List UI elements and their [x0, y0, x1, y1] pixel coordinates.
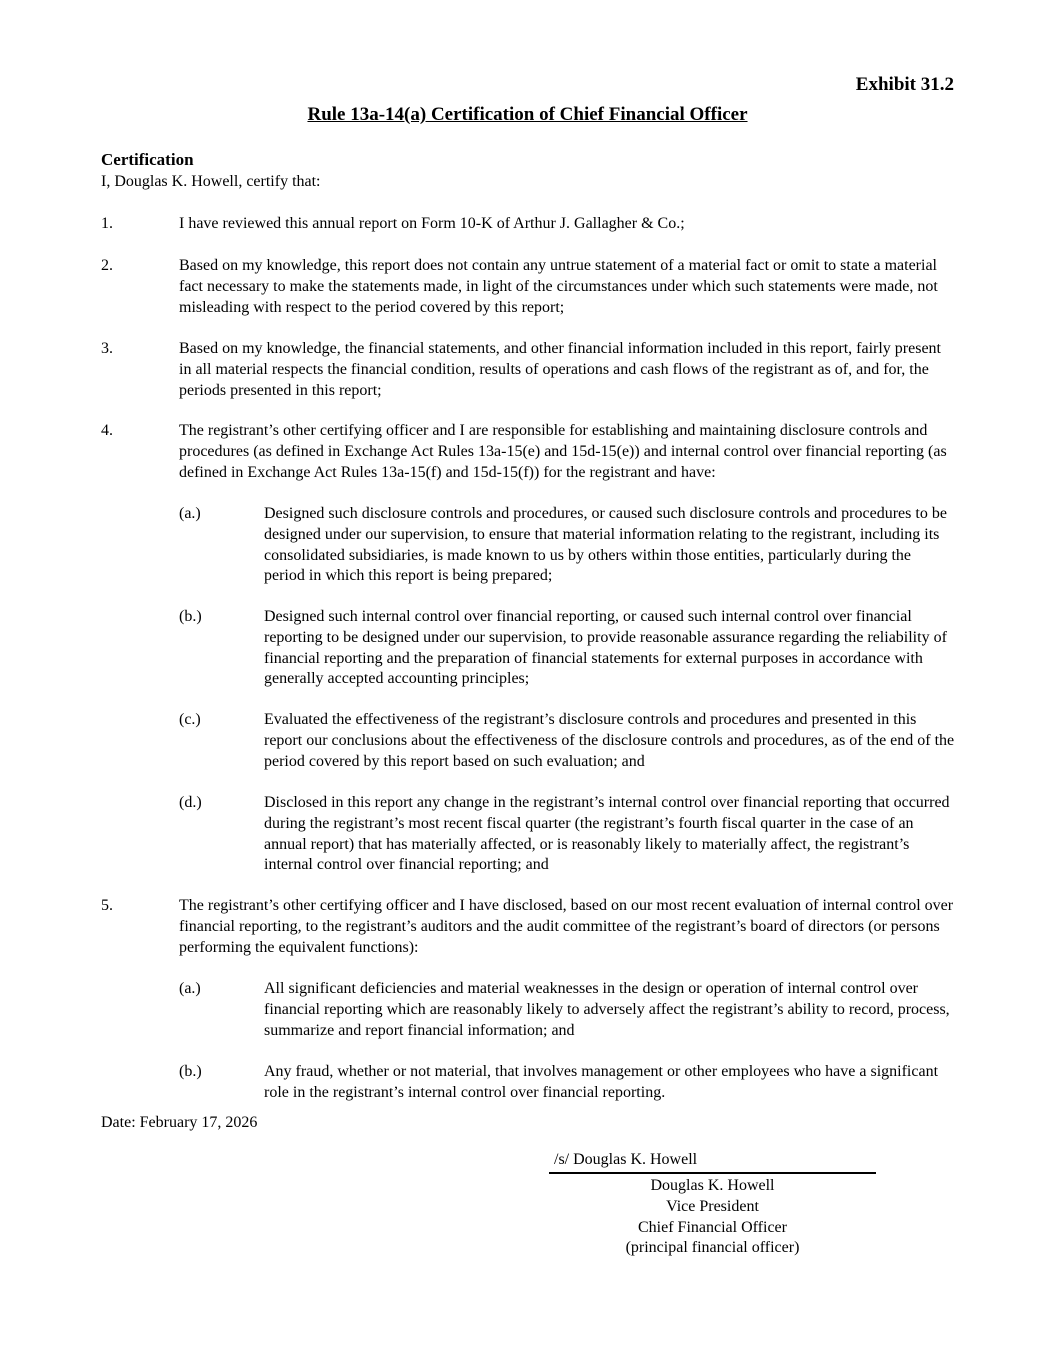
certification-item-1 [101, 214, 955, 235]
certification-subitem-4a [179, 504, 955, 587]
signatory-title-1: Vice President [666, 1197, 759, 1215]
subitem-letter: (b.) [179, 608, 202, 625]
item-text: Based on my knowledge, the financial statements, and other financial information included in this report, fairly present in all material respects the financial condition, results of operations and cash flows of the registrant as of, and for, the periods presented in this report; [179, 340, 941, 399]
subitem-letter: (c.) [179, 711, 201, 728]
subitem-text: Designed such internal control over financial reporting, or caused such internal control over financial reporting to be designed under our supervision, to provide reasonable assurance regarding the reliability of financial reporting and the preparation of financial statements for external purposes in accordance with generally accepted accounting principles; [264, 608, 947, 688]
certification-subitem-5a [179, 979, 955, 1041]
subitem-letter: (a.) [179, 505, 201, 522]
signatory-block [549, 1176, 876, 1259]
exhibit-label: Exhibit 31.2 [855, 74, 954, 95]
item-number: 4. [101, 422, 113, 439]
certification-item-5 [101, 896, 955, 958]
subitem-text: Disclosed in this report any change in the registrant’s internal control over financial reporting that occurred during the registrant’s most recent fiscal quarter (the registrant’s fourth fiscal quarter in the case of an annual report) that has materially affected, or is reasonably likely to materially affect, the registrant’s internal control over financial reporting; and [264, 794, 950, 874]
intro-statement: I, Douglas K. Howell, certify that: [101, 173, 321, 190]
item-text: Based on my knowledge, this report does not contain any untrue statement of a material fact or omit to state a material fact necessary to make the statements made, in light of the circumstances under which such statements were made, not misleading with respect to the period covered by this report; [179, 257, 938, 316]
item-number: 5. [101, 897, 113, 914]
certification-subitem-4b [179, 607, 955, 690]
signature-line [549, 1150, 876, 1174]
subitem-text: Any fraud, whether or not material, that involves management or other employees who have a significant role in the registrant’s internal control over financial reporting. [264, 1063, 939, 1101]
certification-subitem-5b [179, 1062, 955, 1104]
item-text: I have reviewed this annual report on Form 10-K of Arthur J. Gallagher & Co.; [179, 215, 685, 232]
signatory-name: Douglas K. Howell [650, 1177, 775, 1194]
subitem-text: All significant deficiencies and material weaknesses in the design or operation of internal control over financial reporting which are reasonably likely to adversely affect the registrant’s ability to record, process, summarize and report financial information; and [264, 980, 950, 1039]
subitem-text: Designed such disclosure controls and procedures, or caused such disclosure controls and procedures to be designed under our supervision, to ensure that material information relating to the registrant, including its consolidated subsidiaries, is made known to us by others within those entities, particularly during the period in which this report is being prepared; [264, 505, 947, 585]
certification-subitem-4d [179, 793, 955, 876]
item-number: 3. [101, 340, 113, 357]
certification-subitem-4c [179, 710, 955, 772]
signature-text: /s/ Douglas K. Howell [554, 1151, 698, 1168]
subitem-text: Evaluated the effectiveness of the registrant’s disclosure controls and procedures and presented in this report our conclusions about the effectiveness of the disclosure controls and procedures, as of the end of the period covered by this report based on such evaluation; and [264, 711, 955, 770]
signatory-title-3: (principal financial officer) [625, 1239, 800, 1257]
certification-item-2 [101, 256, 955, 318]
certification-item-4 [101, 421, 955, 483]
certification-item-3 [101, 339, 955, 401]
item-number: 1. [101, 215, 113, 232]
subitem-letter: (d.) [179, 794, 202, 811]
document-title: Rule 13a-14(a) Certification of Chief Financial Officer [307, 104, 748, 125]
item-number: 2. [101, 257, 113, 274]
item-text: The registrant’s other certifying officer and I are responsible for establishing and maintaining disclosure controls and procedures (as defined in Exchange Act Rules 13a-15(e) and 15d-15(e)) and internal control over financial reporting (as defined in Exchange Act Rules 13a-15(f) and 15d-15(f)) for the registrant and have: [179, 422, 947, 481]
subitem-letter: (b.) [179, 1063, 202, 1080]
section-heading: Certification [101, 150, 194, 169]
certification-date: Date: February 17, 2026 [101, 1114, 258, 1131]
item-text: The registrant’s other certifying officer and I have disclosed, based on our most recent evaluation of internal control over financial reporting, to the registrant’s auditors and the audit committee of the registrant’s board of directors (or persons performing the equivalent functions): [179, 897, 954, 956]
subitem-letter: (a.) [179, 980, 201, 997]
signatory-title-2: Chief Financial Officer [638, 1218, 787, 1236]
